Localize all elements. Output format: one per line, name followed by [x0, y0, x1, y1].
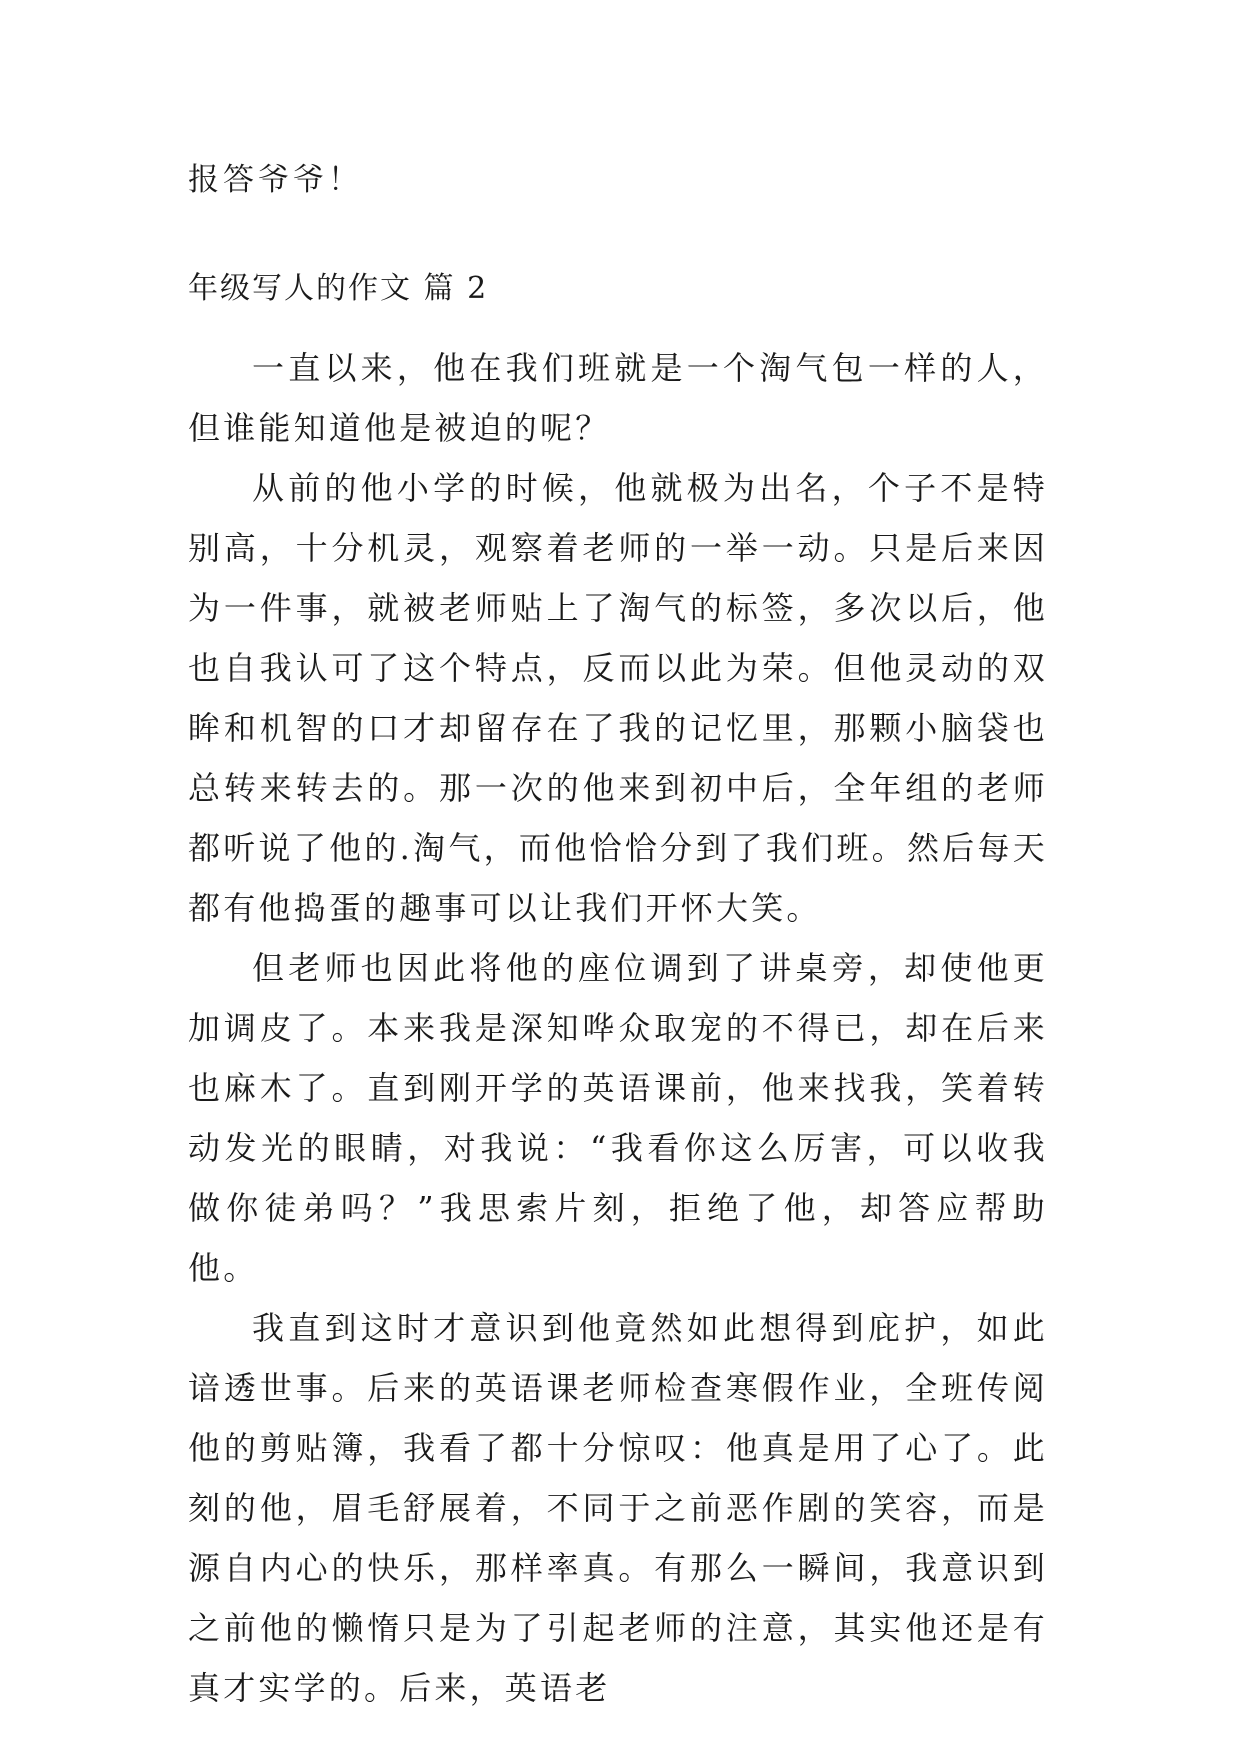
paragraph: 一直以来，他在我们班就是一个淘气包一样的人，但谁能知道他是被迫的呢？	[188, 349, 1048, 447]
paragraph: 但老师也因此将他的座位调到了讲桌旁，却使他更加调皮了。本来我是深知哗众取宠的不得已，却在后来也麻木了。直到刚开学的英语课前，他来找我，笑着转动发光的眼睛，对我说：“我看你这么厉害，可以收我做你徒弟吗？”我思索片刻，拒绝了他，却答应帮助他。	[188, 949, 1048, 1287]
paragraph: 我直到这时才意识到他竟然如此想得到庇护，如此谙透世事。后来的英语课老师检查寒假作业，全班传阅他的剪贴簿，我看了都十分惊叹：他真是用了心了。此刻的他，眉毛舒展着，不同于之前恶作剧的笑容，而是源自内心的快乐，那样率真。有那么一瞬间，我意识到之前他的懒惰只是为了引起老师的注意，其实他还是有真才实学的。后来，英语老	[188, 1309, 1048, 1707]
essay-title: 年级写人的作文 篇 2	[188, 271, 489, 306]
opening-line: 报答爷爷！	[188, 162, 363, 198]
essay-body	[188, 338, 1048, 1718]
paragraph: 从前的他小学的时候，他就极为出名，个子不是特别高，十分机灵，观察着老师的一举一动。只是后来因为一件事，就被老师贴上了淘气的标签，多次以后，他也自我认可了这个特点，反而以此为荣。但他灵动的双眸和机智的口才却留存在了我的记忆里，那颗小脑袋也总转来转去的。那一次的他来到初中后，全年组的老师都听说了他的.淘气，而他恰恰分到了我们班。然后每天都有他捣蛋的趣事可以让我们开怀大笑。	[188, 469, 1048, 927]
